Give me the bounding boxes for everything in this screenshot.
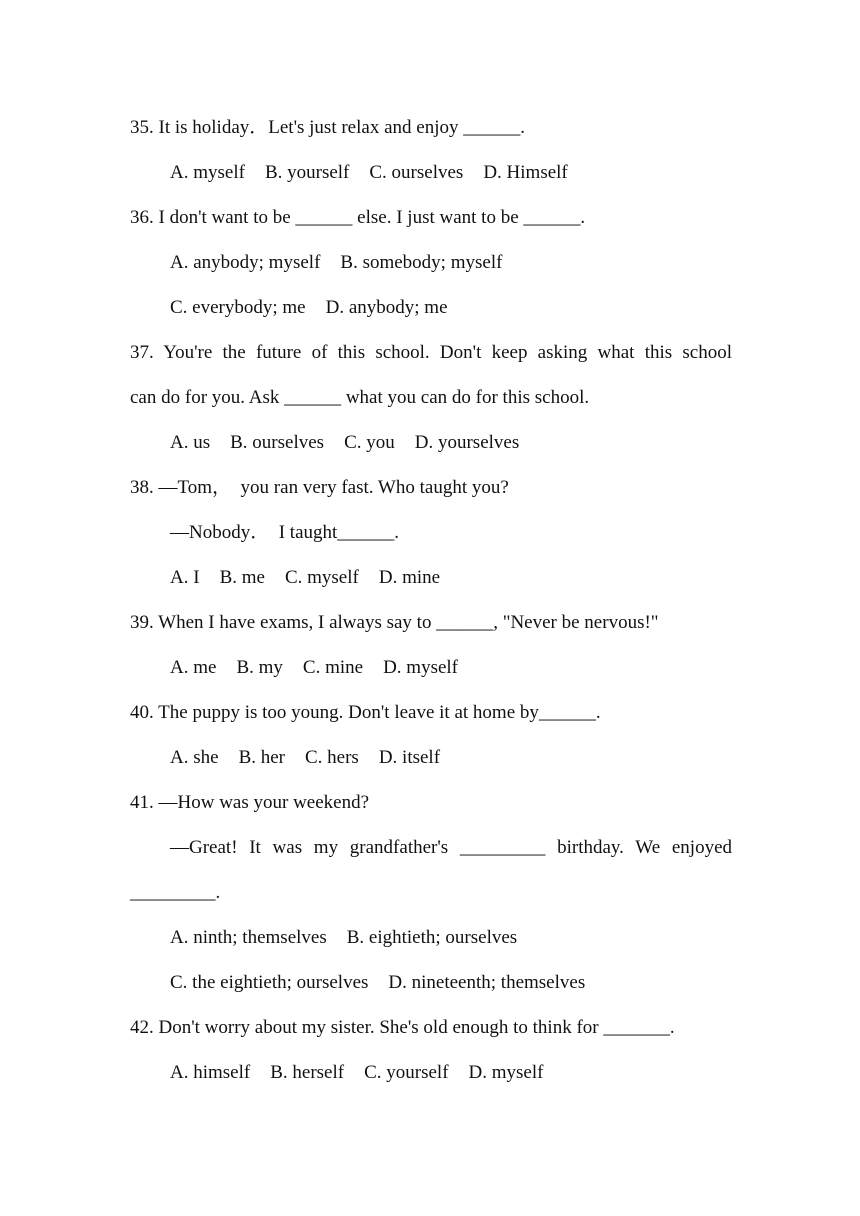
option-a: A. anybody; myself xyxy=(170,252,321,273)
option-a: A. I xyxy=(170,567,200,588)
question-40-stem: 40. The puppy is too young. Don't leave it at home by______. xyxy=(130,702,601,723)
option-b: B. somebody; myself xyxy=(340,252,503,273)
option-d: D. myself xyxy=(468,1062,544,1083)
question-38-options xyxy=(130,555,732,600)
option-a: A. ninth; themselves xyxy=(170,927,327,948)
question-41-reply-line-1: —Great! It was my grandfather's _________ birthday. We enjoyed xyxy=(170,837,732,858)
option-b: B. my xyxy=(236,657,283,678)
option-a: A. himself xyxy=(170,1062,251,1083)
question-41-reply-line-2: _________. xyxy=(130,882,221,903)
question-42-options xyxy=(130,1050,732,1095)
option-b: B. her xyxy=(238,747,285,768)
option-b: B. yourself xyxy=(264,162,350,183)
question-list xyxy=(130,105,732,1095)
question-36-options-row-1 xyxy=(130,240,732,285)
option-c: C. hers xyxy=(305,747,359,768)
option-c: C. myself xyxy=(284,567,359,588)
option-c: C. yourself xyxy=(364,1062,449,1083)
option-d: D. myself xyxy=(383,657,458,678)
option-a: A. she xyxy=(170,747,219,768)
option-a: A. us xyxy=(170,432,211,453)
option-d: D. nineteenth; themselves xyxy=(388,972,586,993)
question-40-options xyxy=(130,735,732,780)
question-39-options xyxy=(130,645,732,690)
question-38-stem: 38. —Tom， you ran very fast. Who taught you? xyxy=(130,477,509,498)
option-a: A. me xyxy=(170,657,217,678)
option-d: D. anybody; me xyxy=(325,297,448,318)
question-42-stem: 42. Don't worry about my sister. She's old enough to think for _______. xyxy=(130,1017,675,1038)
option-c: C. ourselves xyxy=(369,162,464,183)
question-37-stem-line-1: 37. You're the future of this school. Don't keep asking what this school xyxy=(130,342,732,363)
option-d: D. Himself xyxy=(483,162,568,183)
question-41-options-row-2 xyxy=(130,960,732,1005)
option-c: C. everybody; me xyxy=(170,297,306,318)
option-d: D. itself xyxy=(378,747,441,768)
question-36-stem: 36. I don't want to be ______ else. I just want to be ______. xyxy=(130,207,586,228)
option-c: C. you xyxy=(344,432,395,453)
question-38-reply: —Nobody． I taught______. xyxy=(170,522,400,543)
question-41-stem: 41. —How was your weekend? xyxy=(130,792,370,813)
option-b: B. ourselves xyxy=(230,432,325,453)
question-37-options xyxy=(130,420,732,465)
option-d: D. mine xyxy=(378,567,441,588)
question-35-options xyxy=(130,150,732,195)
option-d: D. yourselves xyxy=(414,432,520,453)
option-b: B. herself xyxy=(270,1062,345,1083)
question-41-options-row-1 xyxy=(130,915,732,960)
question-36-options-row-2 xyxy=(130,285,732,330)
option-c: C. mine xyxy=(302,657,364,678)
question-35-stem: 35. It is holiday．Let's just relax and enjoy ______. xyxy=(130,117,525,138)
option-b: B. me xyxy=(219,567,265,588)
option-c: C. the eightieth; ourselves xyxy=(170,972,369,993)
question-39-stem: 39. When I have exams, I always say to ______, "Never be nervous!" xyxy=(130,612,659,633)
option-a: A. myself xyxy=(170,162,245,183)
question-37-stem-line-2: can do for you. Ask ______ what you can do for this school. xyxy=(130,387,590,408)
option-b: B. eightieth; ourselves xyxy=(346,927,518,948)
